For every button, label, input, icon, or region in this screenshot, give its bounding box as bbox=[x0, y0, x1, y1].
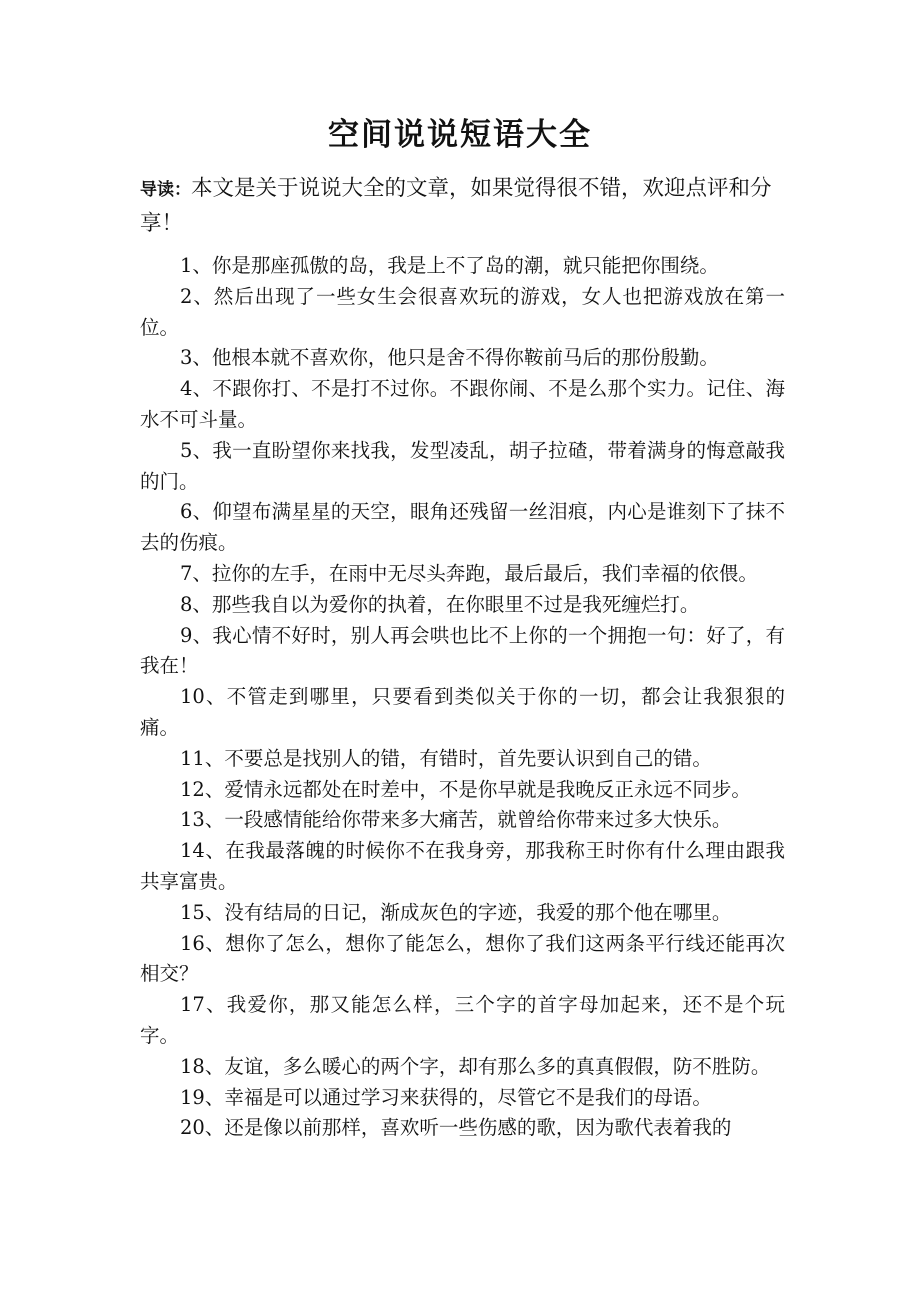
list-item: 19、幸福是可以通过学习来获得的，尽管它不是我们的母语。 bbox=[180, 1085, 712, 1109]
intro-label: 导读： bbox=[140, 180, 191, 200]
list-item: 17、我爱你，那又能怎么样，三个字的首字母加起来，还不是个玩字。 bbox=[140, 993, 785, 1047]
list-item: 16、想你了怎么，想你了能怎么，想你了我们这两条平行线还能再次相交？ bbox=[140, 931, 785, 986]
list-item: 20、还是像以前那样，喜欢听一些伤感的歌，因为歌代表着我的 bbox=[180, 1116, 732, 1140]
list-item: 12、爱情永远都处在时差中，不是你早就是我晚反正永远不同步。 bbox=[180, 777, 751, 801]
list-item: 10、不管走到哪里，只要看到类似关于你的一切，都会让我狠狠的痛。 bbox=[140, 685, 785, 739]
list-item: 7、拉你的左手，在雨中无尽头奔跑，最后最后，我们幸福的依偎。 bbox=[180, 561, 758, 585]
list-item: 14、在我最落魄的时候你不在我身旁，那我称王时你有什么理由跟我共享富贵。 bbox=[140, 839, 785, 893]
list-item: 15、没有结局的日记，渐成灰色的字迹，我爱的那个他在哪里。 bbox=[180, 900, 732, 924]
list-item: 6、仰望布满星星的天空，眼角还残留一丝泪痕，内心是谁刻下了抹不去的伤痕。 bbox=[140, 500, 785, 555]
list-item: 11、不要总是找别人的错，有错时，首先要认识到自己的错。 bbox=[180, 746, 712, 770]
list-item: 13、一段感情能给你带来多大痛苦，就曾给你带来过多大快乐。 bbox=[180, 808, 732, 832]
list-item: 1、你是那座孤傲的岛，我是上不了岛的潮，就只能把你围绕。 bbox=[180, 254, 719, 277]
list-item: 18、友谊，多么暖心的两个字，却有那么多的真真假假，防不胜防。 bbox=[180, 1054, 771, 1078]
list-item: 4、不跟你打、不是打不过你。不跟你闹、不是么那个实力。记住、海水不可斗量。 bbox=[140, 377, 785, 431]
list-item: 2、然后出现了一些女生会很喜欢玩的游戏，女人也把游戏放在第一位。 bbox=[140, 284, 785, 339]
list-item: 5、我一直盼望你来找我，发型凌乱，胡子拉碴，带着满身的悔意敲我的门。 bbox=[140, 438, 785, 493]
intro-paragraph bbox=[140, 172, 785, 240]
sayings-list bbox=[140, 251, 785, 1144]
list-item: 8、那些我自以为爱你的执着，在你眼里不过是我死缠烂打。 bbox=[180, 592, 700, 616]
list-item: 3、他根本就不喜欢你，他只是舍不得你鞍前马后的那份殷勤。 bbox=[180, 346, 719, 370]
list-item: 9、我心情不好时，别人再会哄也比不上你的一个拥抱一句：好了，有我在！ bbox=[140, 623, 785, 678]
document-title: 空间说说短语大全 bbox=[328, 117, 592, 153]
intro-text: 本文是关于说说大全的文章，如果觉得很不错，欢迎点评和分享！ bbox=[140, 176, 772, 236]
